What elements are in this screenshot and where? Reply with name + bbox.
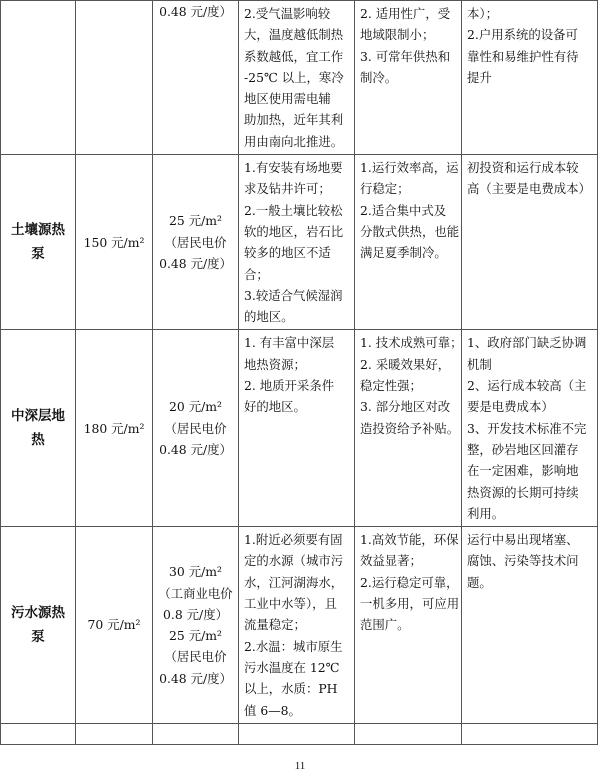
operating-cost-line: 0.48 元/度） — [159, 670, 232, 686]
advantages — [355, 1, 461, 90]
table-row — [1, 1, 598, 155]
investment-value: 180 元/m² — [83, 420, 145, 436]
text-line: 3.较适合气候湿润 — [244, 287, 343, 303]
text-line: 助加热，近年其利 — [244, 112, 344, 128]
text-line: 求及钻井许可； — [244, 181, 331, 197]
text-line: 1.高效节能，环保 — [360, 532, 459, 548]
text-line: 3. 部分地区对改 — [360, 399, 451, 415]
operating-cost-line: 30 元/m² — [169, 564, 222, 580]
text-line: 制冷。 — [360, 69, 398, 85]
operating-cost-line: （居民电价 — [164, 234, 227, 250]
empty-cell — [153, 724, 239, 745]
text-line: 软的地区，岩石比 — [244, 223, 344, 239]
text-line: 1.有安装有场地要 — [244, 160, 343, 176]
heat-source-name — [1, 599, 75, 651]
text-line: -25℃ 以上，寒冷 — [244, 69, 344, 85]
text-line: 稳定性强； — [360, 378, 422, 394]
heat-source-name-cell — [1, 330, 76, 527]
operating-cost-line: 0.8 元/度） — [163, 606, 228, 622]
applicable-conditions — [239, 1, 354, 154]
investment-cell — [76, 1, 153, 155]
text-line: 2.受气温影响较 — [244, 6, 331, 21]
problems — [462, 527, 597, 595]
applicable-conditions-cell — [239, 1, 355, 155]
text-line: 2.水温：城市原生 — [244, 638, 343, 654]
advantages-cell — [355, 1, 462, 155]
text-line: 2. 地质开采条件 — [244, 378, 335, 394]
problems-cell — [462, 527, 598, 724]
text-line: 2. 适用性广，受 — [360, 6, 451, 21]
text-line: 2.适合集中式及 — [360, 202, 447, 218]
problems — [462, 330, 597, 526]
empty-table-row — [1, 724, 598, 745]
investment-cell — [76, 330, 153, 527]
heat-source-name-line: 污水源热 — [11, 605, 65, 622]
text-line: 以上，水质：PH — [244, 681, 338, 697]
text-line: 1. 技术成熟可靠； — [360, 335, 463, 351]
text-line: 污水温度在 12℃ — [244, 659, 340, 675]
heat-source-name-cell — [1, 1, 76, 155]
operating-cost-line: 0.48 元/度） — [159, 441, 232, 457]
applicable-conditions-cell — [239, 155, 355, 330]
investment-value: 150 元/m² — [83, 234, 145, 250]
text-line: 在一定困难，影响地 — [467, 463, 579, 479]
text-line: 3. 可常年供热和 — [360, 48, 451, 64]
table-row — [1, 330, 598, 527]
heat-source-name-line: 热 — [31, 432, 45, 449]
text-line: 地热资源； — [244, 356, 306, 372]
text-line: 初投资和运行成本较 — [467, 160, 579, 176]
advantages — [355, 330, 461, 440]
advantages-cell — [355, 155, 462, 330]
empty-cell — [239, 724, 355, 745]
table-row — [1, 527, 598, 724]
table-row — [1, 155, 598, 330]
operating-cost-cell — [153, 330, 239, 527]
investment-cell — [76, 527, 153, 724]
text-line: 2.运行稳定可靠， — [360, 574, 459, 590]
applicable-conditions-cell — [239, 330, 355, 527]
text-line: 热资源的长期可持续 — [467, 484, 579, 500]
text-line: 2.户用系统的设备可 — [467, 27, 578, 43]
operating-cost-line: 0.48 元/度） — [159, 4, 232, 19]
text-line: 值 6—8。 — [244, 702, 301, 718]
operating-cost-cell — [153, 155, 239, 330]
text-line: 1.运行效率高，运 — [360, 160, 459, 176]
text-line: 地域限制小； — [360, 27, 435, 43]
text-line: 2.一般土壤比较松 — [244, 202, 343, 218]
text-line: 要是电费成本） — [467, 399, 554, 415]
empty-cell — [462, 724, 598, 745]
text-line: 水，江河湖海水， — [244, 574, 344, 590]
heat-source-name — [1, 402, 75, 454]
operating-cost — [153, 396, 238, 460]
problems-cell — [462, 330, 598, 527]
operating-cost-line: 20 元/m² — [169, 399, 222, 415]
problems — [462, 155, 597, 202]
text-line: 的地区。 — [244, 309, 294, 325]
text-line: 运行中易出现堵塞、 — [467, 532, 579, 548]
operating-cost-line: 25 元/m² — [169, 628, 222, 644]
text-line: 用由南向北推进。 — [244, 133, 344, 149]
heat-source-name-line: 泵 — [31, 629, 45, 646]
heat-source-name-line: 土壤源热 — [11, 222, 65, 239]
text-line: 地区使用需电辅 — [244, 91, 331, 107]
text-line: 1. 有丰富中深层 — [244, 335, 335, 351]
heat-source-name-cell — [1, 155, 76, 330]
applicable-conditions — [239, 330, 354, 419]
operating-cost — [153, 561, 238, 689]
text-line: 工业中水等），且 — [244, 596, 337, 612]
investment-cell — [76, 155, 153, 330]
heat-source-name-cell — [1, 527, 76, 724]
empty-cell — [76, 724, 153, 745]
heat-source-name-line: 中深层地 — [11, 408, 65, 425]
advantages — [355, 527, 461, 637]
text-line: 流量稳定； — [244, 617, 306, 633]
text-line: 合； — [244, 266, 269, 282]
page-number: 11 — [294, 760, 306, 772]
text-line: 造投资给予补贴。 — [360, 420, 460, 436]
text-line: 腐蚀、污染等技术问 — [467, 553, 579, 569]
text-line: 较多的地区不适 — [244, 245, 331, 261]
heat-source-name — [1, 76, 75, 80]
text-line: 大，温度越低制热 — [244, 27, 344, 43]
text-line: 行稳定； — [360, 181, 410, 197]
operating-cost-line: 25 元/m² — [169, 213, 222, 229]
problems-cell — [462, 155, 598, 330]
text-line: 高（主要是电费成本） — [467, 181, 591, 197]
text-line: 2. 采暖效果好， — [360, 356, 451, 372]
text-line: 效益显著； — [360, 553, 422, 569]
applicable-conditions — [239, 155, 354, 329]
text-line: 题。 — [467, 574, 492, 590]
text-line: 满足夏季制冷。 — [360, 245, 447, 261]
heat-source-name — [1, 216, 75, 268]
text-line: 利用。 — [467, 505, 505, 521]
operating-cost — [153, 1, 238, 22]
text-line: 本）； — [467, 6, 498, 21]
text-line: 整，砂岩地区回灌存 — [467, 441, 579, 457]
applicable-conditions — [239, 527, 354, 723]
operating-cost-line: （工商业电价 — [158, 585, 233, 601]
problems-cell — [462, 1, 598, 155]
text-line: 好的地区。 — [244, 399, 306, 415]
advantages-cell — [355, 330, 462, 527]
text-line: 2、运行成本较高（主 — [467, 378, 587, 394]
text-line: 1.附近必须要有固 — [244, 532, 343, 548]
text-line: 系数越低，宜工作 — [244, 48, 344, 64]
problems — [462, 1, 597, 90]
text-line: 3、开发技术标准不完 — [467, 420, 587, 436]
text-line: 定的水源（城市污 — [244, 553, 344, 569]
advantages — [355, 155, 461, 265]
operating-cost-cell — [153, 527, 239, 724]
text-line: 靠性和易维护性有待 — [467, 48, 579, 64]
empty-cell — [1, 724, 76, 745]
heat-source-name-line: 泵 — [31, 246, 45, 263]
empty-cell — [355, 724, 462, 745]
operating-cost-line: 0.48 元/度） — [159, 255, 232, 271]
text-line: 提升 — [467, 69, 492, 85]
operating-cost — [153, 210, 238, 274]
text-line: 分散式供热，也能 — [360, 223, 460, 239]
text-line: 一机多用，可应用 — [360, 596, 460, 612]
text-line: 范围广。 — [360, 617, 410, 633]
investment-value: 70 元/m² — [87, 617, 141, 633]
text-line: 1、政府部门缺乏协调 — [467, 335, 587, 351]
operating-cost-cell — [153, 1, 239, 155]
operating-cost-line: （居民电价 — [164, 649, 227, 665]
operating-cost-line: （居民电价 — [164, 420, 227, 436]
applicable-conditions-cell — [239, 527, 355, 724]
advantages-cell — [355, 527, 462, 724]
text-line: 机制 — [467, 356, 492, 372]
